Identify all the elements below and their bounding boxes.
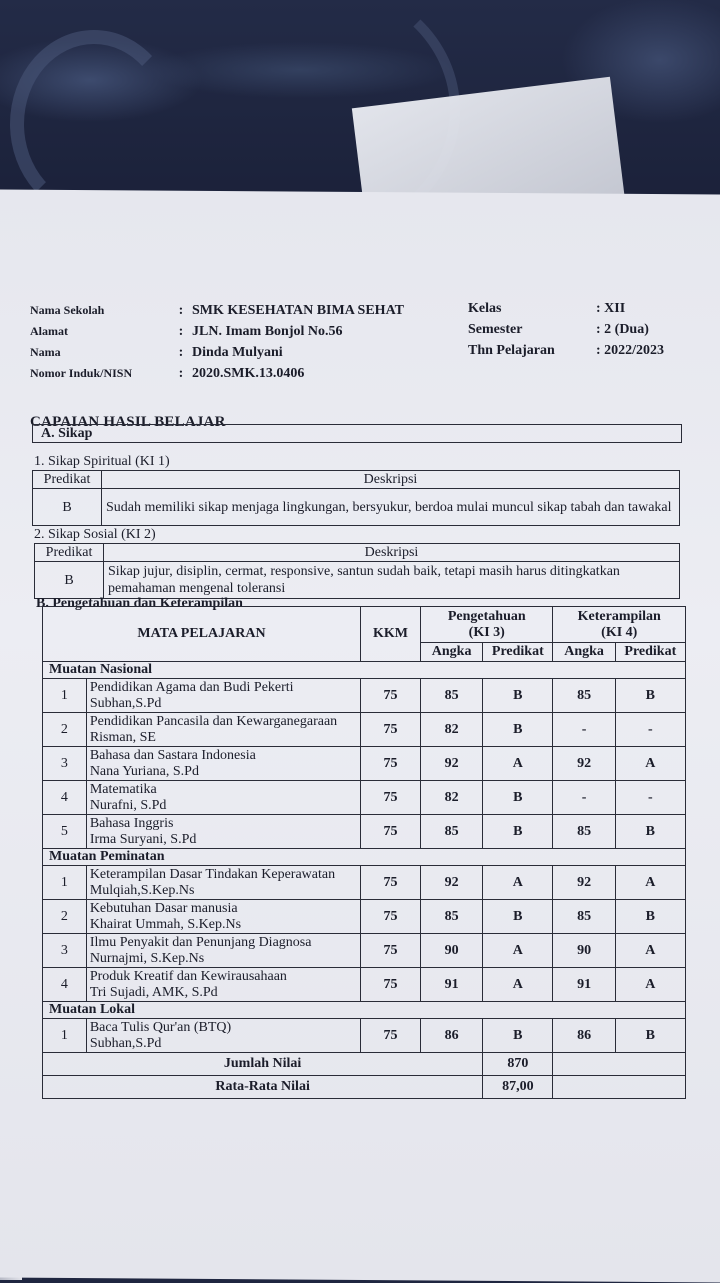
subject-row [43,747,686,781]
table-header-row [43,607,686,643]
subject-name: Keterampilan Dasar Tindakan Keperawatan [89,866,336,882]
kkm-value: 75 [360,866,420,900]
subject-name: Baca Tulis Qur'an (BTQ) [89,1019,232,1035]
pengetahuan-angka: 85 [421,679,483,713]
info-row [30,300,404,321]
pengetahuan-predikat: A [483,866,553,900]
col-pengetahuan [421,607,553,643]
col-keterampilan [553,607,686,643]
pengetahuan-predikat: B [483,815,553,849]
rata-value: 87,00 [483,1076,553,1099]
kkm-value: 75 [360,815,420,849]
kkm-value: 75 [360,713,420,747]
pengetahuan-predikat: A [483,747,553,781]
subject-name: Matematika [89,781,157,797]
subject-name: Ilmu Penyakit dan Penunjang Diagnosa [89,934,312,950]
info-label: Nama [30,345,61,359]
pengetahuan-angka: 85 [421,815,483,849]
info-value: : 2 (Dua) [596,322,649,337]
subject-row [43,1019,686,1053]
subject-cell [86,1019,360,1053]
pengetahuan-predikat: B [483,781,553,815]
subject-row [43,713,686,747]
subject-cell [86,866,360,900]
keterampilan-predikat: B [615,1019,685,1053]
info-colon: : [178,324,184,339]
row-number: 1 [43,1019,87,1053]
kkm-value: 75 [360,1019,420,1053]
subject-name: Bahasa Inggris [89,815,174,831]
info-label: Nama Sekolah [30,303,105,317]
row-number: 2 [43,713,87,747]
pengetahuan-angka: 82 [421,713,483,747]
subject-cell [86,679,360,713]
row-number: 3 [43,934,87,968]
kkm-value: 75 [360,679,420,713]
pengetahuan-predikat: A [483,968,553,1002]
teacher-name: Nana Yuriana, S.Pd [89,763,199,779]
subject-row [43,781,686,815]
student-info [30,300,404,384]
info-row [468,298,664,319]
kkm-value: 75 [360,934,420,968]
info-value: JLN. Imam Bonjol No.56 [192,324,343,339]
subject-row [43,900,686,934]
keterampilan-predikat: - [615,713,685,747]
keterampilan-angka: - [553,713,615,747]
jumlah-value: 870 [483,1053,553,1076]
info-value: 2020.SMK.13.0406 [192,366,305,381]
group-row [43,1002,686,1019]
teacher-name: Risman, SE [89,729,156,745]
subject-cell [86,968,360,1002]
table-row [33,489,680,526]
keterampilan-predikat: - [615,781,685,815]
group-label: Muatan Lokal [43,1002,686,1019]
pengetahuan-angka: 86 [421,1019,483,1053]
keterampilan-angka: - [553,781,615,815]
subject-cell [86,900,360,934]
info-label: Nomor Induk/NISN [30,366,133,380]
kkm-value: 75 [360,747,420,781]
subject-cell [86,781,360,815]
keterampilan-angka: 90 [553,934,615,968]
col-predikat: Predikat [615,643,685,662]
teacher-name: Irma Suryani, S.Pd [89,831,197,847]
row-number: 2 [43,900,87,934]
info-value: SMK KESEHATAN BIMA SEHAT [192,303,404,318]
keterampilan-angka: 92 [553,866,615,900]
subject-row [43,866,686,900]
row-number: 5 [43,815,87,849]
kkm-value: 75 [360,900,420,934]
subject-row [43,968,686,1002]
info-label: Thn Pelajaran [468,343,555,358]
table-row [35,562,680,599]
info-colon: : [178,345,184,360]
subject-name: Pendidikan Agama dan Budi Pekerti [89,679,294,695]
deskripsi-value: Sudah memiliki sikap menjaga lingkungan, bersyukur, berdoa mulai muncul sikap tabah dan tawakal [102,489,680,526]
deskripsi-value: Sikap jujur, disiplin, cermat, responsive, santun sudah baik, tetapi masih harus ditingkatkan pemahaman mengenal toleransi [104,562,680,599]
pengetahuan-angka: 92 [421,747,483,781]
keterampilan-angka: 86 [553,1019,615,1053]
table-header-row [35,544,680,562]
pengetahuan-angka: 90 [421,934,483,968]
empty-cell [553,1053,686,1076]
subject-cell [86,747,360,781]
jumlah-label: Jumlah Nilai [43,1053,483,1076]
grades-body [43,662,686,1053]
average-row [43,1076,686,1099]
subject-row [43,934,686,968]
teacher-name: Nurafni, S.Pd [89,797,167,813]
info-colon: : [178,366,184,381]
col-predikat: Predikat [33,471,102,489]
spiritual-title: 1. Sikap Spiritual (KI 1) [34,454,170,469]
keterampilan-angka: 92 [553,747,615,781]
info-label: Semester [468,322,523,337]
group-row [43,849,686,866]
col-pengetahuan-ki: (KI 3) [468,624,505,640]
keterampilan-angka: 91 [553,968,615,1002]
subject-row [43,679,686,713]
predikat-value: B [35,562,104,599]
teacher-name: Subhan,S.Pd [89,695,162,711]
grades-table [42,606,686,1099]
info-row [468,340,664,361]
row-number: 4 [43,968,87,1002]
col-deskripsi: Deskripsi [104,544,680,562]
subject-row [43,815,686,849]
group-row [43,662,686,679]
col-kkm: KKM [360,607,420,662]
group-label: Muatan Peminatan [43,849,686,866]
keterampilan-predikat: B [615,815,685,849]
col-keterampilan-label: Keterampilan [577,608,661,624]
sosial-title: 2. Sikap Sosial (KI 2) [34,527,156,542]
keterampilan-predikat: A [615,866,685,900]
section-title: CAPAIAN HASIL BELAJAR [30,414,226,430]
pengetahuan-angka: 92 [421,866,483,900]
info-value: : 2022/2023 [596,343,665,358]
row-number: 1 [43,866,87,900]
keterampilan-angka: 85 [553,900,615,934]
sosial-table [34,543,680,599]
kkm-value: 75 [360,781,420,815]
subject-name: Kebutuhan Dasar manusia [89,900,238,916]
col-predikat: Predikat [483,643,553,662]
sikap-heading: A. Sikap [32,424,682,443]
teacher-name: Mulqiah,S.Kep.Ns [89,882,195,898]
table-header-row [33,471,680,489]
keterampilan-predikat: B [615,679,685,713]
pengetahuan-predikat: B [483,900,553,934]
pengetahuan-angka: 91 [421,968,483,1002]
pengetahuan-predikat: B [483,1019,553,1053]
row-number: 1 [43,679,87,713]
col-deskripsi: Deskripsi [102,471,680,489]
teacher-name: Nurnajmi, S.Kep.Ns [89,950,205,966]
teacher-name: Subhan,S.Pd [89,1035,162,1051]
info-colon: : [178,303,184,318]
spiritual-table [32,470,680,526]
keterampilan-predikat: A [615,934,685,968]
col-keterampilan-ki: (KI 4) [601,624,638,640]
subject-cell [86,934,360,968]
info-row [30,321,404,342]
class-info [468,298,664,361]
pengetahuan-predikat: B [483,679,553,713]
keterampilan-predikat: A [615,747,685,781]
keterampilan-predikat: A [615,968,685,1002]
info-row [30,363,404,384]
keterampilan-predikat: B [615,900,685,934]
info-row [30,342,404,363]
info-value: : XII [596,301,626,316]
subject-name: Bahasa dan Sastara Indonesia [89,747,256,763]
teacher-name: Tri Sujadi, AMK, S.Pd [89,984,218,1000]
subject-cell [86,815,360,849]
row-number: 4 [43,781,87,815]
keterampilan-angka: 85 [553,679,615,713]
group-label: Muatan Nasional [43,662,686,679]
col-angka: Angka [421,643,483,662]
pengetahuan-predikat: B [483,713,553,747]
empty-cell [553,1076,686,1099]
subject-name: Produk Kreatif dan Kewirausahaan [89,968,287,984]
info-row [468,319,664,340]
col-pengetahuan-label: Pengetahuan [447,608,526,624]
info-label: Kelas [468,301,502,316]
rata-label: Rata-Rata Nilai [43,1076,483,1099]
keterampilan-angka: 85 [553,815,615,849]
subject-name: Pendidikan Pancasila dan Kewarganegaraan [89,713,338,729]
nilai-title: B. Pengetahuan dan Keterampilan [36,596,243,611]
col-predikat: Predikat [35,544,104,562]
pengetahuan-predikat: A [483,934,553,968]
info-label: Alamat [30,324,68,338]
col-mapel: MATA PELAJARAN [43,607,361,662]
subject-cell [86,713,360,747]
row-number: 3 [43,747,87,781]
col-angka: Angka [553,643,615,662]
pengetahuan-angka: 82 [421,781,483,815]
pengetahuan-angka: 85 [421,900,483,934]
teacher-name: Khairat Ummah, S.Kep.Ns [89,916,242,932]
kkm-value: 75 [360,968,420,1002]
predikat-value: B [33,489,102,526]
total-row [43,1053,686,1076]
info-value: Dinda Mulyani [192,345,283,360]
